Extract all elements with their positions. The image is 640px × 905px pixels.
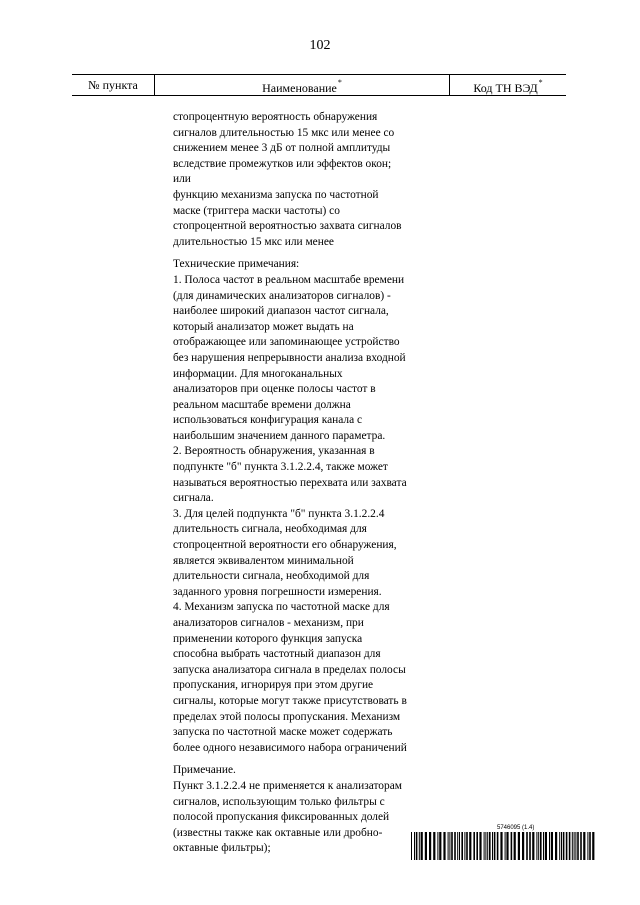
barcode-bar	[532, 832, 534, 860]
text-line: сигнала.	[173, 492, 214, 505]
text-line: стопроцентной вероятности его обнаружения,	[173, 539, 397, 552]
barcode-bar	[514, 832, 516, 860]
text-line: наиболее широкий диапазон частот сигнала,	[173, 305, 389, 318]
barcode-bar	[433, 832, 435, 860]
text-line: подпункте "б" пункта 3.1.2.2.4, также может	[173, 461, 388, 474]
text-line: реальном масштабе времени должна	[173, 398, 351, 411]
text-line: стопроцентной вероятностью захвата сигналов	[173, 220, 402, 233]
item-description	[173, 110, 445, 864]
barcode-bar	[492, 832, 493, 860]
text-block	[173, 110, 445, 250]
barcode-bar	[592, 832, 594, 860]
barcode-bar	[543, 832, 544, 860]
text-line: Пункт 3.1.2.2.4 не применяется к анализаторам	[173, 779, 402, 792]
barcode-bar	[536, 832, 537, 860]
barcode-bar	[461, 832, 463, 860]
text-line: пределах этой полосы пропускания. Механизм	[173, 710, 401, 723]
barcode-bar	[545, 832, 547, 860]
text-line: информации. Для многоканальных	[173, 367, 343, 380]
barcode-bar	[451, 832, 453, 860]
barcode-bar	[575, 832, 576, 860]
column-header-code-footnote-mark: *	[538, 78, 543, 87]
column-header-code-label: Код ТН ВЭД	[473, 81, 538, 95]
text-line: длительность сигнала, необходимая для	[173, 523, 367, 536]
text-line: сигналов, использующим только фильтры с	[173, 795, 385, 808]
text-line: более одного независимого набора ограничений	[173, 741, 407, 754]
text-line: отображающее или запоминающее устройство	[173, 336, 400, 349]
text-line: или	[173, 173, 191, 186]
text-block	[173, 257, 445, 756]
barcode-bar	[469, 832, 471, 860]
page-number: 102	[309, 38, 331, 53]
barcode-bar	[572, 832, 573, 860]
text-line: 3. Для целей подпункта "б" пункта 3.1.2.2.4	[173, 507, 385, 520]
barcode-bar	[448, 832, 449, 860]
text-line: использоваться конфигурация канала с	[173, 414, 363, 427]
barcode-bar	[429, 832, 431, 860]
text-line: заданного уровня погрешности измерения.	[173, 585, 382, 598]
barcode-bar	[526, 832, 528, 860]
barcode-bar	[476, 832, 478, 860]
barcode-bar	[416, 832, 418, 860]
barcode-bar	[454, 832, 456, 860]
barcode-bar	[529, 832, 531, 860]
barcode-bar	[549, 832, 550, 860]
text-block	[173, 763, 445, 857]
barcode-bar	[497, 832, 499, 860]
text-line: длительности сигнала, необходимой для	[173, 570, 370, 583]
barcode-bar	[574, 832, 575, 860]
barcode-bar	[555, 832, 557, 860]
barcode-bar	[569, 832, 571, 860]
text-line: анализаторов сигналов - механизм, при	[173, 617, 364, 629]
text-line: который анализатор может выдать на	[173, 320, 354, 333]
text-line: октавные фильтры);	[173, 842, 271, 855]
barcode-bar	[589, 832, 591, 860]
barcode-bar	[437, 832, 438, 860]
barcode-bar	[587, 832, 588, 860]
barcode-bar	[583, 832, 585, 860]
text-line: стопроцентную вероятность обнаружения	[173, 111, 378, 123]
text-line: Примечание.	[173, 764, 236, 777]
barcode-bar	[414, 832, 415, 860]
barcode-bar	[479, 832, 481, 860]
barcode-label: 5746095 (1.4)	[497, 825, 535, 831]
text-line: применении которого функция запуска	[173, 632, 363, 645]
barcode-bar	[473, 832, 475, 860]
barcode-bar	[494, 832, 496, 860]
text-line: полосой пропускания фиксированных долей	[173, 811, 390, 824]
barcode-bar	[419, 832, 420, 860]
barcode-bar	[551, 832, 553, 860]
column-header-name-label: Наименование	[262, 81, 337, 95]
column-header-number	[72, 75, 154, 95]
barcode	[411, 832, 595, 860]
barcode-bar	[561, 832, 562, 860]
text-line: запуска анализатора сигнала в пределах полосы	[173, 663, 406, 676]
barcode-bar	[457, 832, 458, 860]
text-line: 2. Вероятность обнаружения, указанная в	[173, 445, 375, 458]
barcode-bar	[563, 832, 565, 860]
barcode-bar	[466, 832, 468, 860]
barcode-bar	[505, 832, 506, 860]
column-header-name-footnote-mark: *	[337, 78, 342, 87]
column-header-code	[449, 75, 566, 95]
barcode-bar	[411, 832, 412, 860]
barcode-bar	[580, 832, 582, 860]
column-header-number-label: № пункта	[88, 78, 138, 92]
barcode-bar	[511, 832, 513, 860]
barcode-bar	[459, 832, 460, 860]
text-line: запуска по частотной маске может содержать	[173, 726, 393, 739]
text-line: сигналов длительностью 15 мкс или менее со	[173, 126, 395, 139]
text-line: вследствие промежутков или эффектов окон;	[173, 157, 392, 170]
text-line: Технические примечания:	[173, 258, 300, 271]
barcode-bar	[439, 832, 441, 860]
text-line: (известны также как октавные или дробно-	[173, 826, 383, 839]
barcode-bar	[538, 832, 539, 860]
text-line: наибольшим значением данного параметра.	[173, 429, 386, 442]
barcode-bar	[577, 832, 579, 860]
barcode-bar	[485, 832, 486, 860]
text-line: (для динамических анализаторов сигналов) -	[173, 289, 391, 302]
text-line: снижением менее 3 дБ от полной амплитуды	[173, 142, 391, 155]
barcode-bar	[425, 832, 427, 860]
barcode-bar	[566, 832, 568, 860]
barcode-bar	[449, 832, 450, 860]
barcode-bar	[506, 832, 508, 860]
barcode-bar	[540, 832, 542, 860]
text-line: функцию механизма запуска по частотной	[173, 188, 379, 201]
barcode-bar	[559, 832, 560, 860]
barcode-bar	[484, 832, 485, 860]
column-header-name	[154, 75, 449, 95]
text-line: маске (триггера маски частоты) со	[173, 204, 340, 217]
barcode-bar	[487, 832, 488, 860]
barcode-bar	[500, 832, 502, 860]
barcode-bar	[518, 832, 520, 860]
barcode-bar	[489, 832, 491, 860]
text-line: способна выбрать частотный диапазон для	[173, 648, 381, 661]
text-line: сигналы, которые могут также присутствовать в	[173, 694, 407, 707]
table-header	[72, 74, 566, 96]
barcode-bar	[464, 832, 465, 860]
text-line: пропускания, игнорируя при этом другие	[173, 679, 374, 692]
text-line: длительностью 15 мкс или менее	[173, 235, 334, 248]
text-line: является эквивалентом минимальной	[173, 554, 354, 567]
barcode-area	[411, 825, 595, 860]
barcode-bar	[421, 832, 423, 860]
barcode-bar	[522, 832, 524, 860]
text-line: без нарушения непрерывности анализа входной	[173, 351, 406, 364]
text-line: анализаторов при оценке полосы частот в	[173, 383, 376, 396]
text-line: называться вероятностью перехвата или захвата	[173, 476, 407, 489]
barcode-bar	[443, 832, 445, 860]
text-line: 4. Механизм запуска по частотной маске для	[173, 601, 390, 614]
text-line: 1. Полоса частот в реальном масштабе времени	[173, 273, 405, 286]
